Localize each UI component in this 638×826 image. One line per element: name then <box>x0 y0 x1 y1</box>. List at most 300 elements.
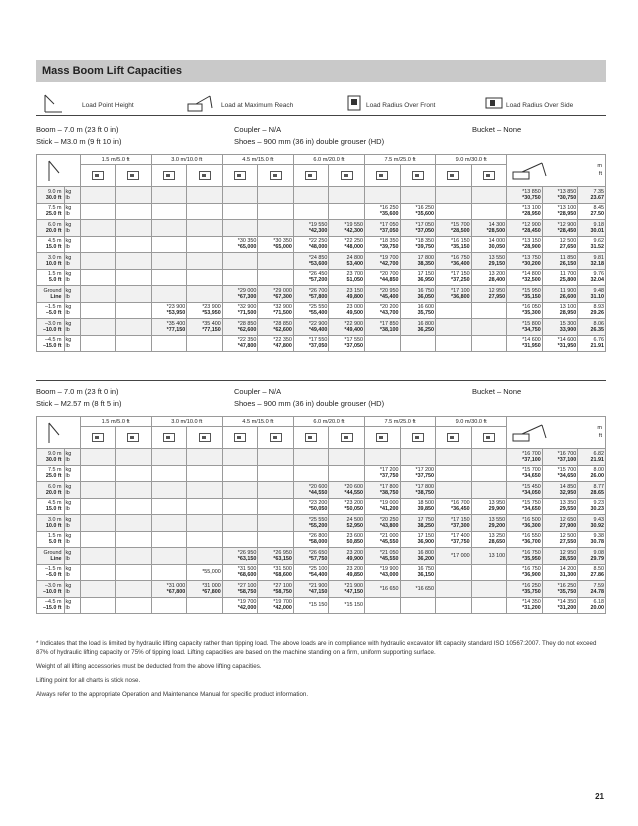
table-row <box>37 220 606 237</box>
side-radius-icon <box>187 165 223 187</box>
capacity-cell <box>436 482 472 499</box>
capacity-cell: 12 950 28,550 <box>542 548 578 565</box>
capacity-cell <box>187 465 223 482</box>
capacity-cell <box>116 515 152 532</box>
capacity-cell: *21 900 *47,150 <box>329 581 365 598</box>
capacity-cell: *35 400 *77,150 <box>187 319 223 336</box>
capacity-cell: *31 500 *68,600 <box>258 564 294 581</box>
capacity-cell: *21 900 *47,150 <box>293 581 329 598</box>
capacity-cell: 23 200 49,900 <box>329 548 365 565</box>
max-reach-cell: 8.77 28.65 <box>578 482 606 499</box>
capacity-cell: *13 750 *30,200 <box>507 253 543 270</box>
capacity-cell <box>187 203 223 220</box>
max-reach-cell: 9.43 30.92 <box>578 515 606 532</box>
lift-capacity-table-2 <box>36 416 606 614</box>
capacity-cell <box>471 203 507 220</box>
unit-label: kg lb <box>64 449 80 466</box>
unit-label: kg lb <box>64 564 80 581</box>
excavator-icon <box>186 92 214 114</box>
height-label: Ground Line <box>37 548 65 565</box>
capacity-cell <box>329 203 365 220</box>
unit-label: kg lb <box>64 203 80 220</box>
capacity-cell: *16 050 *35,300 <box>507 302 543 319</box>
boom-spec: Boom – 7.0 m (23 ft 0 in) <box>36 125 119 134</box>
max-reach-cell: 9.23 30.23 <box>578 498 606 515</box>
capacity-cell: *31 500 *68,600 <box>222 564 258 581</box>
capacity-cell <box>151 465 187 482</box>
capacity-cell <box>222 187 258 204</box>
capacity-cell: *17 400 *37,750 <box>436 531 472 548</box>
capacity-cell <box>436 187 472 204</box>
capacity-cell: 13 950 29,900 <box>471 498 507 515</box>
capacity-cell: 16 800 36,200 <box>400 548 436 565</box>
capacity-cell <box>436 302 472 319</box>
capacity-cell <box>187 482 223 499</box>
capacity-cell: *16 150 *35,150 <box>436 236 472 253</box>
capacity-cell <box>151 498 187 515</box>
capacity-cell <box>471 187 507 204</box>
max-reach-cell: 7.35 23.67 <box>578 187 606 204</box>
column-header: 1.5 m/5.0 ft <box>80 155 151 165</box>
side-radius-icon <box>258 427 294 449</box>
height-label: –3.0 m –10.0 ft <box>37 319 65 336</box>
height-label: 1.5 m 5.0 ft <box>37 269 65 286</box>
capacity-cell: *14 800 *32,500 <box>507 269 543 286</box>
capacity-cell <box>329 187 365 204</box>
capacity-cell <box>222 253 258 270</box>
capacity-cell <box>258 203 294 220</box>
notes <box>36 640 606 705</box>
capacity-cell: *15 750 *34,650 <box>507 498 543 515</box>
capacity-cell: *21 000 *45,550 <box>364 531 400 548</box>
capacity-cell <box>364 597 400 614</box>
unit-label: kg lb <box>64 319 80 336</box>
legend-load-radius-side: Load Radius Over Side <box>506 102 574 109</box>
coupler-spec: Coupler – N/A <box>234 125 282 134</box>
capacity-cell <box>151 253 187 270</box>
capacity-cell <box>116 597 152 614</box>
capacity-cell <box>222 498 258 515</box>
specs-section-2 <box>36 386 606 410</box>
height-label: 9.0 m 30.0 ft <box>37 449 65 466</box>
capacity-cell: 16 750 36,150 <box>400 564 436 581</box>
capacity-cell: *17 200 *37,750 <box>400 465 436 482</box>
capacity-cell <box>258 465 294 482</box>
capacity-cell: *17 200 *37,750 <box>364 465 400 482</box>
unit-label: kg lb <box>64 269 80 286</box>
height-label: 9.0 m 30.0 ft <box>37 187 65 204</box>
height-label: 6.0 m 20.0 ft <box>37 482 65 499</box>
capacity-cell <box>116 498 152 515</box>
front-radius-icon <box>80 427 116 449</box>
capacity-cell: 17 800 38,350 <box>400 253 436 270</box>
page-title: Mass Boom Lift Capacities <box>42 65 182 77</box>
capacity-cell <box>329 449 365 466</box>
capacity-cell: *29 000 *67,300 <box>222 286 258 303</box>
capacity-cell <box>293 187 329 204</box>
height-label: 7.5 m 25.0 ft <box>37 203 65 220</box>
capacity-cell: *20 700 *44,850 <box>364 269 400 286</box>
capacity-cell <box>258 515 294 532</box>
capacity-cell: *13 850 *30,750 <box>507 187 543 204</box>
front-radius-icon <box>222 165 258 187</box>
capacity-cell <box>400 449 436 466</box>
column-header: 9.0 m/30.0 ft <box>436 155 507 165</box>
capacity-cell: 23 600 50,850 <box>329 531 365 548</box>
capacity-cell <box>258 187 294 204</box>
capacity-cell: *15 450 *34,050 <box>507 482 543 499</box>
unit-label: kg lb <box>64 302 80 319</box>
max-reach-cell: 9.08 29.79 <box>578 548 606 565</box>
capacity-cell: 23 700 51,050 <box>329 269 365 286</box>
capacity-cell <box>471 335 507 352</box>
height-label: –3.0 m –10.0 ft <box>37 581 65 598</box>
capacity-cell <box>436 564 472 581</box>
max-reach-cell: 8.00 26.00 <box>578 465 606 482</box>
note-asterisk: * Indicates that the load is limited by hydraulic lifting capacity rather than tipping load. The above loads are in compliance with hydraulic excavator lift capacity standard ISO 10567:2007. They do not exceed 87% of hydraulic lifting capacity or 75% of tipping load. Lifting capacities are based on the machine standing on a firm, uniform supporting surface. <box>36 640 597 656</box>
capacity-cell <box>471 449 507 466</box>
capacity-cell <box>116 253 152 270</box>
column-header: 4.5 m/15.0 ft <box>222 155 293 165</box>
height-label: –1.5 m –5.0 ft <box>37 564 65 581</box>
table-row <box>37 531 606 548</box>
max-reach-cell: 9.76 32.04 <box>578 269 606 286</box>
capacity-cell <box>222 220 258 237</box>
capacity-cell: *27 100 *58,750 <box>258 581 294 598</box>
max-reach-cell: 9.62 31.52 <box>578 236 606 253</box>
capacity-cell <box>258 220 294 237</box>
capacity-cell: *17 100 *36,800 <box>436 286 472 303</box>
table-row <box>37 253 606 270</box>
capacity-cell: *26 950 *63,150 <box>258 548 294 565</box>
capacity-cell <box>116 581 152 598</box>
capacity-cell: *13 850 *30,750 <box>542 187 578 204</box>
capacity-cell: *16 250 *35,750 <box>542 581 578 598</box>
capacity-cell <box>400 187 436 204</box>
note-accessories: Weight of all lifting accessories must be deducted from the above lifting capacities. <box>36 662 262 670</box>
front-radius-icon <box>436 165 472 187</box>
capacity-cell <box>80 203 116 220</box>
capacity-cell <box>471 319 507 336</box>
front-radius-icon <box>364 427 400 449</box>
height-label: 1.5 m 5.0 ft <box>37 531 65 548</box>
capacity-cell: *23 900 *53,950 <box>187 302 223 319</box>
capacity-cell <box>258 449 294 466</box>
height-label: –4.5 m –15.0 ft <box>37 597 65 614</box>
capacity-cell <box>151 203 187 220</box>
capacity-cell: *15 950 *35,150 <box>507 286 543 303</box>
excavator-icon <box>510 160 550 182</box>
legend <box>36 88 606 116</box>
capacity-cell <box>258 253 294 270</box>
capacity-cell: *16 250 *35,750 <box>507 581 543 598</box>
side-radius-icon <box>329 427 365 449</box>
legend-load-max-reach: Load at Maximum Reach <box>221 102 294 109</box>
capacity-cell: 12 500 27,650 <box>542 236 578 253</box>
capacity-cell <box>222 482 258 499</box>
capacity-cell: *18 350 *39,750 <box>400 236 436 253</box>
load-point-height-icon <box>43 419 73 445</box>
capacity-cell <box>116 236 152 253</box>
unit-label: kg lb <box>64 465 80 482</box>
capacity-cell: *14 600 *31,950 <box>507 335 543 352</box>
capacity-cell <box>80 581 116 598</box>
capacity-cell <box>116 220 152 237</box>
bucket-spec: Bucket – None <box>472 387 522 396</box>
unit-label: kg lb <box>64 498 80 515</box>
unit-label: kg lb <box>64 187 80 204</box>
capacity-cell <box>187 548 223 565</box>
capacity-cell: *27 100 *58,750 <box>222 581 258 598</box>
capacity-cell: *15 150 <box>293 597 329 614</box>
capacity-cell: *22 350 *47,800 <box>258 335 294 352</box>
max-reach-cell: 6.18 20.00 <box>578 597 606 614</box>
front-radius-icon <box>222 427 258 449</box>
capacity-cell: *13 100 *28,950 <box>507 203 543 220</box>
side-radius-icon <box>400 427 436 449</box>
capacity-cell: *35 400 *77,150 <box>151 319 187 336</box>
capacity-cell: 16 750 36,050 <box>400 286 436 303</box>
column-header: 3.0 m/10.0 ft <box>151 155 222 165</box>
table-row <box>37 302 606 319</box>
capacity-cell <box>151 515 187 532</box>
capacity-cell: *16 750 *36,900 <box>507 564 543 581</box>
capacity-cell: 11 700 25,800 <box>542 269 578 286</box>
capacity-cell: *22 250 *48,000 <box>329 236 365 253</box>
boom-spec: Boom – 7.0 m (23 ft 0 in) <box>36 387 119 396</box>
front-radius-icon <box>151 165 187 187</box>
capacity-cell: *31 000 *67,800 <box>151 581 187 598</box>
unit-label: kg lb <box>64 253 80 270</box>
capacity-cell <box>471 482 507 499</box>
capacity-cell <box>116 465 152 482</box>
front-radius-icon <box>80 165 116 187</box>
capacity-cell: 24 500 52,950 <box>329 515 365 532</box>
capacity-cell <box>116 203 152 220</box>
capacity-cell: *17 050 *37,050 <box>400 220 436 237</box>
capacity-cell: *17 000 <box>436 548 472 565</box>
unit-ft: ft <box>598 432 602 439</box>
capacity-cell <box>151 449 187 466</box>
capacity-cell <box>436 335 472 352</box>
capacity-cell: *25 550 *55,200 <box>293 515 329 532</box>
corner-cell <box>37 155 81 187</box>
capacity-cell: *22 900 *49,400 <box>293 319 329 336</box>
side-radius-icon <box>484 92 504 114</box>
table-row <box>37 498 606 515</box>
capacity-cell <box>80 319 116 336</box>
table-row <box>37 465 606 482</box>
capacity-cell <box>471 465 507 482</box>
unit-m: m <box>597 424 602 431</box>
capacity-cell <box>80 548 116 565</box>
table-row <box>37 564 606 581</box>
front-radius-icon <box>151 427 187 449</box>
capacity-cell <box>471 581 507 598</box>
capacity-cell <box>116 564 152 581</box>
table-row <box>37 581 606 598</box>
capacity-cell <box>222 465 258 482</box>
note-manual: Always refer to the appropriate Operation and Maintenance Manual for specific product information. <box>36 690 309 698</box>
capacity-cell: *17 850 *38,100 <box>364 319 400 336</box>
capacity-cell <box>151 187 187 204</box>
shoes-spec: Shoes – 900 mm (36 in) double grouser (HD) <box>234 137 385 146</box>
table-row <box>37 236 606 253</box>
column-header: 9.0 m/30.0 ft <box>436 417 507 427</box>
capacity-cell: *28 850 *62,600 <box>222 319 258 336</box>
capacity-cell: 14 300 *28,500 <box>471 220 507 237</box>
capacity-cell <box>151 286 187 303</box>
capacity-cell: 12 650 27,900 <box>542 515 578 532</box>
legend-load-point-height: Load Point Height <box>82 102 134 109</box>
capacity-cell <box>364 335 400 352</box>
table-row <box>37 335 606 352</box>
capacity-cell <box>471 597 507 614</box>
capacity-cell: 11 850 26,150 <box>542 253 578 270</box>
capacity-cell <box>80 220 116 237</box>
capacity-cell: *19 550 *42,300 <box>329 220 365 237</box>
unit-label: kg lb <box>64 597 80 614</box>
capacity-cell: 13 350 29,550 <box>542 498 578 515</box>
max-reach-cell: 9.38 30.78 <box>578 531 606 548</box>
capacity-cell <box>436 319 472 336</box>
capacity-cell <box>80 335 116 352</box>
capacity-cell: *16 250 *35,600 <box>400 203 436 220</box>
unit-label: kg lb <box>64 548 80 565</box>
capacity-cell <box>436 203 472 220</box>
capacity-cell <box>151 531 187 548</box>
capacity-cell <box>80 286 116 303</box>
table-row <box>37 187 606 204</box>
capacity-cell: *16 750 *35,950 <box>507 548 543 565</box>
capacity-cell: *23 200 *50,050 <box>293 498 329 515</box>
capacity-cell: *19 550 *42,300 <box>293 220 329 237</box>
capacity-cell: 16 600 35,750 <box>400 302 436 319</box>
max-reach-cell: 7.59 24.78 <box>578 581 606 598</box>
unit-label: kg lb <box>64 581 80 598</box>
capacity-cell <box>80 253 116 270</box>
capacity-cell: *20 200 *43,700 <box>364 302 400 319</box>
divider <box>36 380 606 381</box>
table-row <box>37 548 606 565</box>
capacity-cell <box>187 253 223 270</box>
capacity-cell: *24 850 *53,600 <box>293 253 329 270</box>
capacity-cell: *16 500 *36,300 <box>507 515 543 532</box>
side-radius-icon <box>400 165 436 187</box>
height-label: 4.5 m 15.0 ft <box>37 236 65 253</box>
capacity-cell <box>187 449 223 466</box>
capacity-cell <box>116 286 152 303</box>
capacity-cell: *16 700 *37,100 <box>542 449 578 466</box>
capacity-cell: 14 850 32,950 <box>542 482 578 499</box>
side-radius-icon <box>116 427 152 449</box>
capacity-cell: 17 150 36,900 <box>400 531 436 548</box>
capacity-cell: 17 150 36,950 <box>400 269 436 286</box>
table-row <box>37 449 606 466</box>
capacity-cell: *25 550 *55,400 <box>293 302 329 319</box>
capacity-cell: *16 550 *36,700 <box>507 531 543 548</box>
front-radius-icon <box>293 165 329 187</box>
capacity-cell <box>222 449 258 466</box>
capacity-cell: *19 700 *42,700 <box>364 253 400 270</box>
capacity-cell: *28 850 *62,600 <box>258 319 294 336</box>
capacity-cell <box>80 269 116 286</box>
specs-section-1 <box>36 124 606 148</box>
max-reach-cell: 8.50 27.86 <box>578 564 606 581</box>
capacity-cell: *30 350 *65,000 <box>258 236 294 253</box>
capacity-cell: *19 700 *42,000 <box>258 597 294 614</box>
front-radius-icon <box>436 427 472 449</box>
capacity-cell <box>471 564 507 581</box>
capacity-cell <box>187 531 223 548</box>
unit-label: kg lb <box>64 286 80 303</box>
capacity-cell: *15 700 *28,500 <box>436 220 472 237</box>
capacity-cell: *12 900 *28,450 <box>507 220 543 237</box>
capacity-cell <box>471 302 507 319</box>
capacity-cell <box>116 531 152 548</box>
capacity-cell <box>116 548 152 565</box>
capacity-cell: 23 150 49,800 <box>329 286 365 303</box>
stick-spec: Stick – M2.57 m (8 ft 5 in) <box>36 399 122 408</box>
capacity-cell <box>151 564 187 581</box>
capacity-cell <box>80 531 116 548</box>
column-header: 6.0 m/20.0 ft <box>293 155 364 165</box>
capacity-cell <box>258 498 294 515</box>
capacity-cell: *26 950 *63,150 <box>222 548 258 565</box>
capacity-cell: 13 100 <box>471 548 507 565</box>
capacity-cell: 23 000 49,500 <box>329 302 365 319</box>
legend-load-radius-front: Load Radius Over Front <box>366 102 436 109</box>
capacity-cell <box>80 564 116 581</box>
column-header: 4.5 m/15.0 ft <box>222 417 293 427</box>
capacity-cell: *18 350 *39,750 <box>364 236 400 253</box>
capacity-cell <box>116 449 152 466</box>
capacity-cell: *23 900 *53,950 <box>151 302 187 319</box>
load-point-height-icon <box>42 92 64 114</box>
height-label: Ground Line <box>37 286 65 303</box>
capacity-cell <box>400 597 436 614</box>
capacity-cell <box>116 335 152 352</box>
front-radius-icon <box>346 92 362 114</box>
capacity-cell: *20 250 *43,800 <box>364 515 400 532</box>
capacity-cell <box>293 449 329 466</box>
table-row <box>37 269 606 286</box>
max-reach-cell: 6.76 21.91 <box>578 335 606 352</box>
max-reach-cell: 8.93 29.26 <box>578 302 606 319</box>
max-reach-cell: 8.06 26.35 <box>578 319 606 336</box>
capacity-cell <box>116 187 152 204</box>
capacity-cell: *26 650 *57,750 <box>293 548 329 565</box>
capacity-cell <box>436 449 472 466</box>
capacity-cell: *31 000 *67,800 <box>187 581 223 598</box>
capacity-cell <box>436 581 472 598</box>
capacity-cell: *17 800 *38,750 <box>400 482 436 499</box>
capacity-cell <box>187 335 223 352</box>
capacity-cell: *17 550 *37,050 <box>293 335 329 352</box>
unit-ft: ft <box>598 170 602 177</box>
capacity-cell <box>187 236 223 253</box>
capacity-cell: *19 000 *41,200 <box>364 498 400 515</box>
capacity-cell <box>80 515 116 532</box>
column-header: 1.5 m/5.0 ft <box>80 417 151 427</box>
capacity-cell: *29 000 *67,300 <box>258 286 294 303</box>
column-header: 7.5 m/25.0 ft <box>364 417 435 427</box>
capacity-cell: *26 800 *58,000 <box>293 531 329 548</box>
column-header: 6.0 m/20.0 ft <box>293 417 364 427</box>
capacity-cell <box>364 449 400 466</box>
capacity-cell: *15 150 <box>329 597 365 614</box>
capacity-cell <box>151 269 187 286</box>
